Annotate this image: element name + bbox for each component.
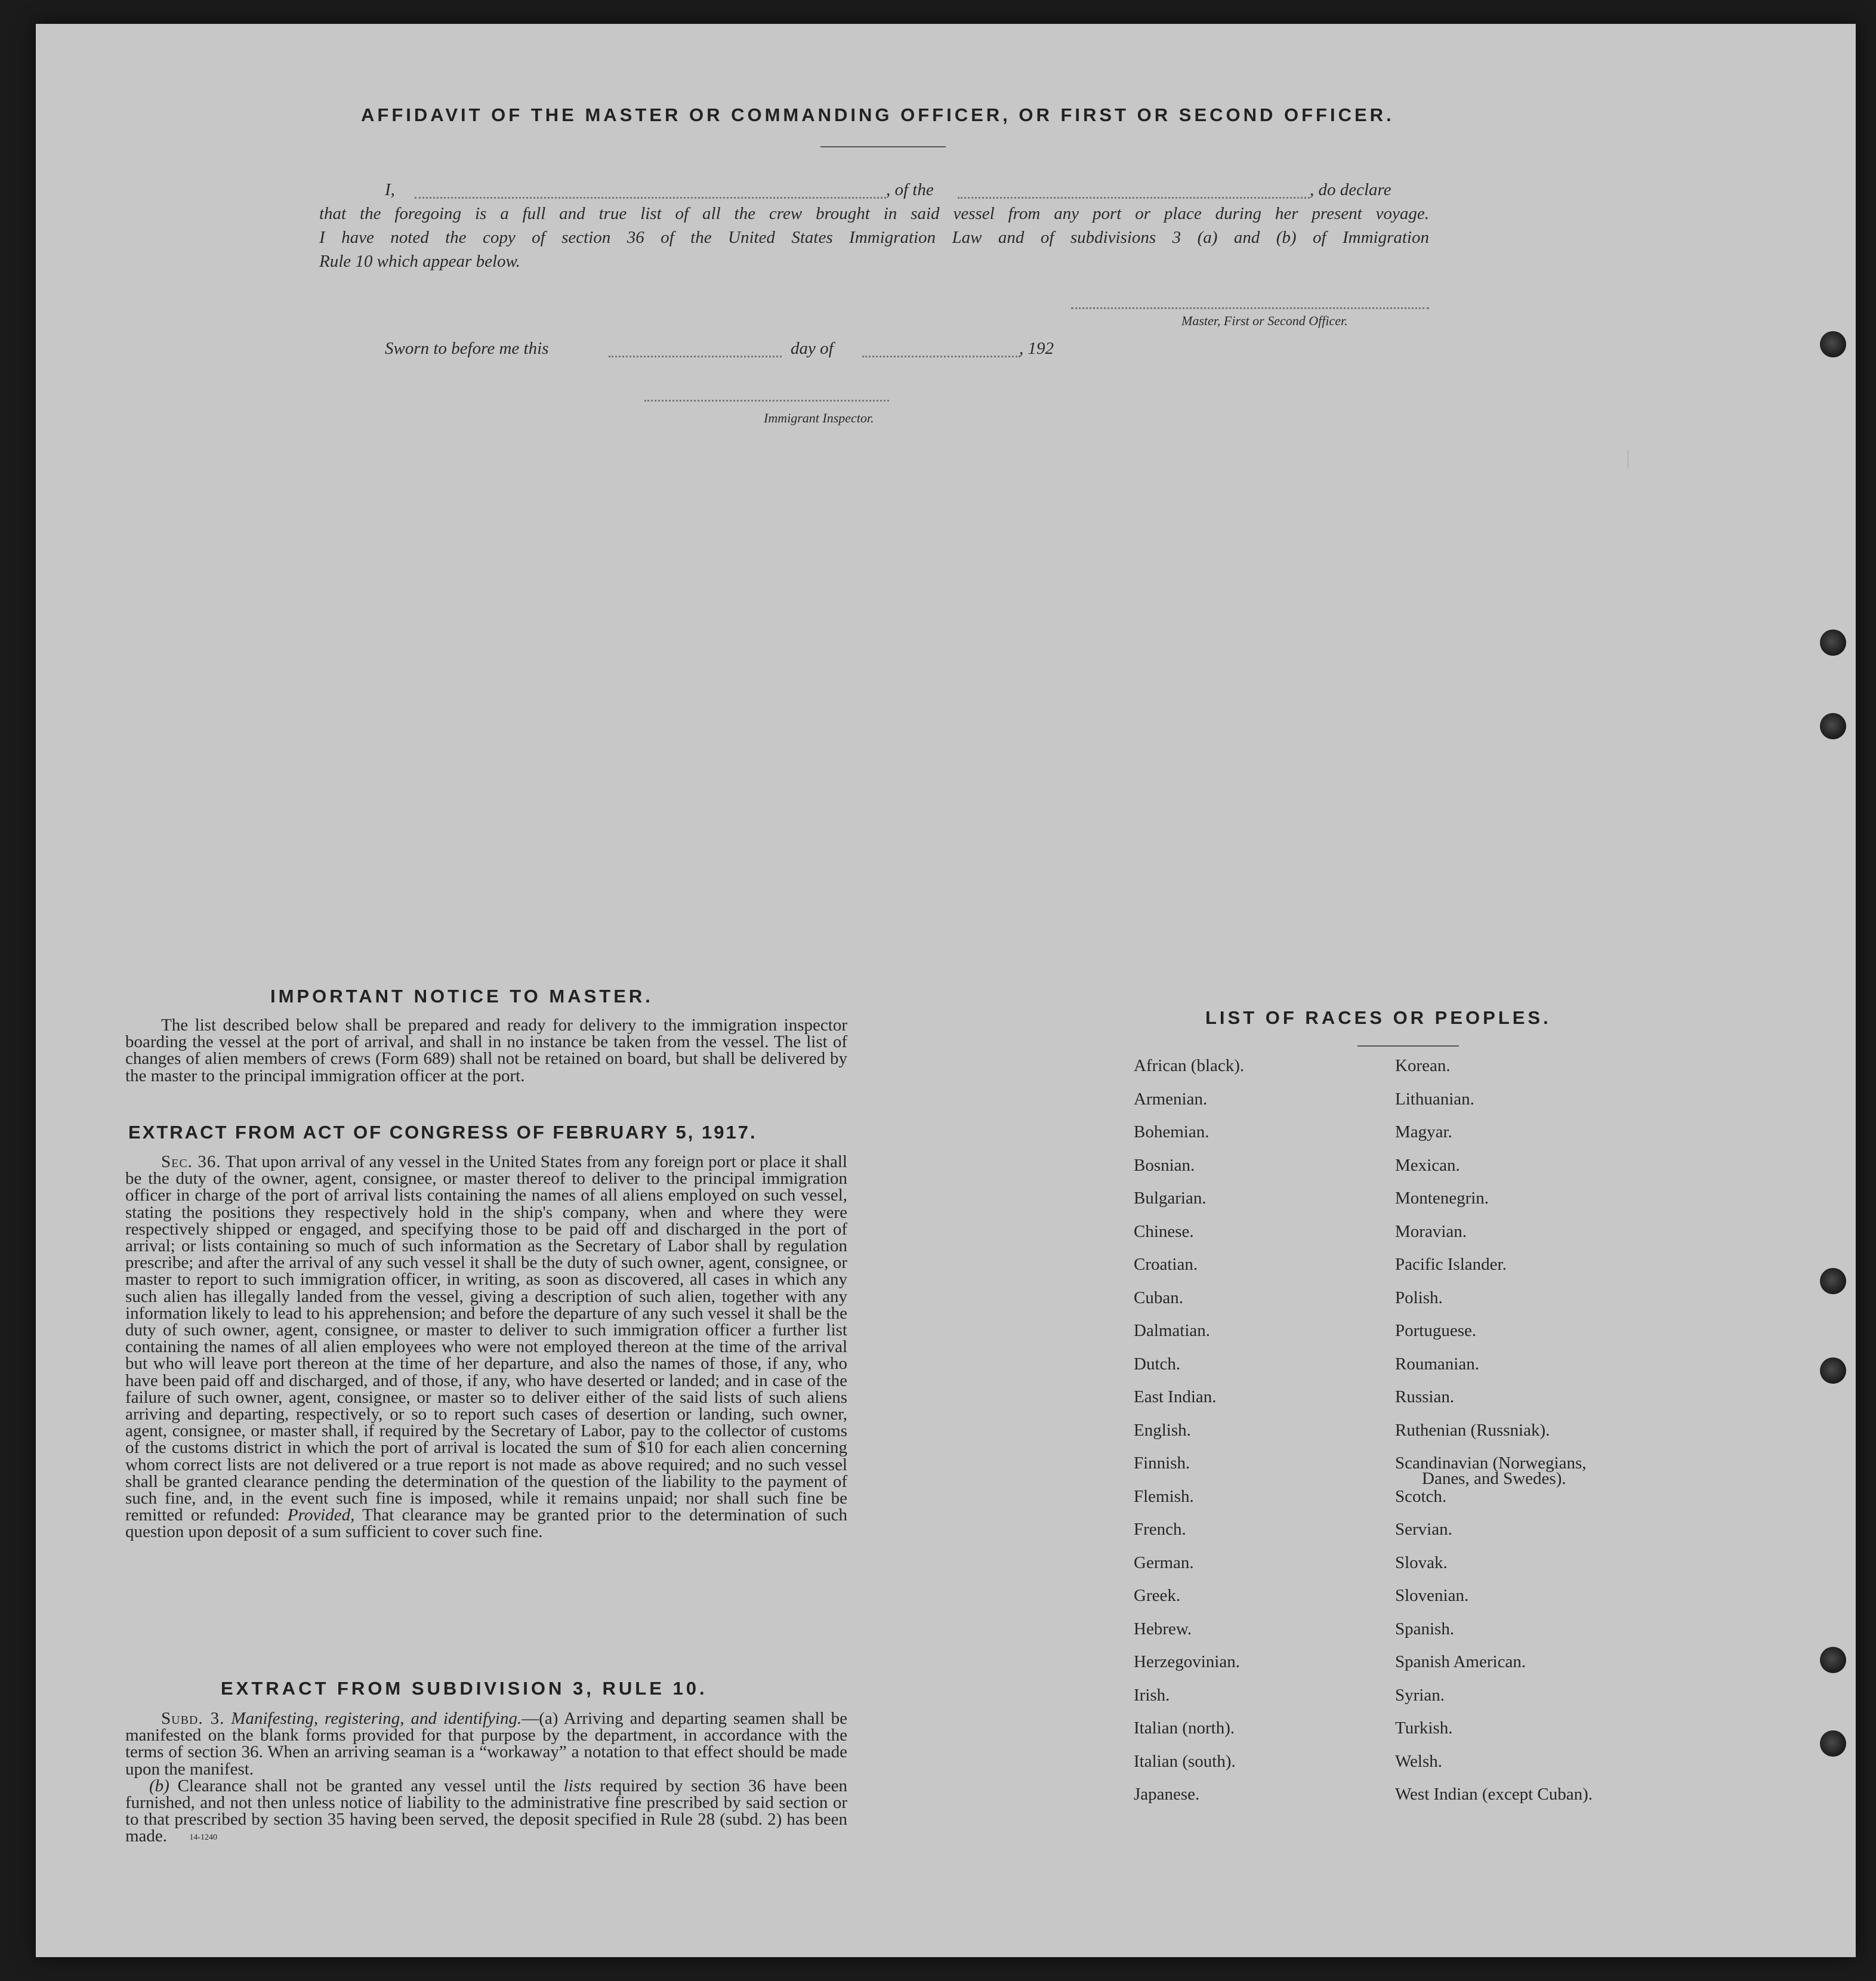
- race-item: Chinese.: [1134, 1221, 1194, 1241]
- race-item: French.: [1134, 1520, 1186, 1539]
- affidavit-body-line-3: Rule 10 which appear below.: [319, 252, 520, 271]
- sworn-year: , 192: [1019, 339, 1054, 358]
- race-item: Italian (north).: [1134, 1718, 1235, 1738]
- race-item: Flemish.: [1134, 1486, 1194, 1506]
- affidavit-body-line-1: that the foregoing is a full and true list of all the crew brought in said vessel from any port or place during her present voyage.: [319, 204, 1429, 223]
- race-item: Dutch.: [1134, 1354, 1181, 1374]
- rule-subd-a-text: —(a) Arriving and departing seamen shall be manifested on the blank forms provided for that purpose by the department, in accordance with the terms of section 36. When an arriving seaman is a “workaway” a notation to that effect should be made upon the manifest.: [125, 1709, 847, 1779]
- act-section-body: That upon arrival of any vessel in the United States from any foreign port or place it shall be the duty of the owner, agent, consignee, or master thereof to deliver to the principal immigration officer in charge of the port of arrival lists containing the names of all aliens employed on such vessel, stating the positions they respectively hold in the ship's company, when and where they were respectively shipped or engaged, and specifying those to be paid off and discharged in the port of arrival; or lists containing so much of such information as the Secretary of Labor shall by regulation prescribe; and after the arrival of any such vessel it shall be the duty of such owner, agent, consignee, or master to report to such immigration officer, in writing, as soon as discovered, all cases in which any such alien has illegally landed from the vessel, giving a description of such alien, together with any information likely to lead to his apprehension; and before the departure of any such vessel it shall be the duty of such owner, agent, consignee, or master to deliver to such immigration officer a further list containing the names of all alien employees who were not employed thereon at the time of the arrival but who will leave port thereon at the time of her departure, and also the names of those, if any, who have been paid off and discharged, and of those, if any, who have deserted or landed; and in case of the failure of such owner, agent, consignee, or master so to deliver either of the said lists of such aliens arriving and departing, respectively, or so to report such cases of desertion or landing, such owner, agent, consignee, or master shall, if required by the Secretary of Labor, pay to the collector of customs of the customs district in which the port of arrival is located the sum of $10 for each alien concerning whom correct lists are not delivered or a true report is not made as above required; and no such vessel shall be granted clearance pending the determination of the question of the liability to the payment of such fine, and, in the event such fine is imposed, while it remains unpaid; nor shall such fine be remitted or refunded:: [125, 1152, 847, 1525]
- race-item: Scandinavian (Norwegians,: [1395, 1454, 1587, 1473]
- rule-b-text-1: Clearance shall not be granted any vessel until the: [177, 1776, 556, 1795]
- rule-b-text-2: required by section 36 have been furnished, and not then unless notice of liability to the administrative fine prescribed by said section or to that prescribed by section 35 having been served, the deposit specified in Rule 28 (subd. 2) has been made.: [125, 1776, 847, 1846]
- race-item: Polish.: [1395, 1288, 1443, 1307]
- affidavit-line-of-the: , of the: [886, 180, 934, 199]
- rule-subd-heading: Manifesting, registering, and identifying.: [231, 1709, 522, 1728]
- act-provided-label: Provided,: [287, 1505, 355, 1525]
- punch-hole: [1820, 331, 1846, 357]
- affidavit-title: AFFIDAVIT OF THE MASTER OR COMMANDING OFFICER, OR FIRST OR SECOND OFFICER.: [361, 104, 1394, 125]
- race-item: Korean.: [1395, 1056, 1451, 1075]
- notice-text-body: The list described below shall be prepared and ready for delivery to the immigration inspector boarding the vessel at the port of arrival, and shall in no instance be taken from the vessel. The list of changes of alien members of crews (Form 689) shall not be retained on board, but shall be delivered by the master to the principal immigration officer at the port.: [125, 1016, 847, 1085]
- race-item: Ruthenian (Russniak).: [1395, 1420, 1550, 1440]
- race-item: Danes, and Swedes).: [1422, 1469, 1566, 1488]
- race-item: East Indian.: [1134, 1387, 1217, 1406]
- race-item: Cuban.: [1134, 1288, 1183, 1307]
- form-page: [36, 24, 1856, 1957]
- race-item: Herzegovinian.: [1134, 1652, 1240, 1671]
- master-signature-caption: Master, First or Second Officer.: [1181, 313, 1348, 328]
- notice-title: IMPORTANT NOTICE TO MASTER.: [270, 986, 653, 1007]
- race-item: Portuguese.: [1395, 1321, 1477, 1340]
- act-section-label: Sec. 36.: [161, 1152, 221, 1171]
- race-item: Moravian.: [1395, 1221, 1467, 1241]
- race-item: Montenegrin.: [1395, 1189, 1489, 1208]
- race-item: Slovak.: [1395, 1553, 1448, 1572]
- race-item: Turkish.: [1395, 1718, 1453, 1738]
- race-item: Lithuanian.: [1395, 1089, 1474, 1109]
- race-item: Greek.: [1134, 1586, 1181, 1605]
- race-item: German.: [1134, 1553, 1194, 1572]
- race-item: Croatian.: [1134, 1255, 1198, 1274]
- race-item: Hebrew.: [1134, 1619, 1192, 1639]
- race-item: Welsh.: [1395, 1751, 1443, 1771]
- affidavit-line-i: I,: [385, 180, 395, 199]
- race-item: Syrian.: [1395, 1685, 1445, 1705]
- affidavit-body-line-2: I have noted the copy of section 36 of the United States Immigration Law and of subdivisions 3 (a) and (b) of Immigration: [319, 228, 1429, 247]
- vessel-blank[interactable]: [958, 197, 1310, 199]
- notice-text: [125, 1017, 847, 1084]
- form-number: 14-1240: [189, 1832, 217, 1842]
- race-item: Scotch.: [1395, 1486, 1447, 1506]
- sworn-day-of: day of: [791, 339, 834, 358]
- race-item: Bosnian.: [1134, 1155, 1195, 1175]
- sworn-month-blank[interactable]: [862, 356, 1020, 357]
- race-item: Magyar.: [1395, 1122, 1452, 1141]
- race-item: Finnish.: [1134, 1454, 1190, 1473]
- rule-extract-text: [125, 1710, 847, 1846]
- punch-hole: [1820, 1647, 1846, 1673]
- race-item: Pacific Islander.: [1395, 1255, 1507, 1274]
- rule-extract-title: EXTRACT FROM SUBDIVISION 3, RULE 10.: [221, 1678, 708, 1699]
- races-title: LIST OF RACES OR PEOPLES.: [1205, 1007, 1551, 1028]
- races-title-rule: [1357, 1045, 1459, 1047]
- race-item: African (black).: [1134, 1056, 1245, 1075]
- punch-hole: [1820, 1268, 1846, 1294]
- act-provided-body: That clearance may be granted prior to the determination of such question upon deposit of a sum sufficient to cover such fine.: [125, 1505, 848, 1542]
- race-item: Bulgarian.: [1134, 1189, 1207, 1208]
- punch-hole: [1820, 1357, 1846, 1384]
- race-item: Mexican.: [1395, 1155, 1460, 1175]
- rule-b-lists: lists: [563, 1776, 592, 1795]
- rule-b-label: (b): [149, 1776, 169, 1795]
- punch-hole: [1820, 713, 1846, 739]
- rule-subd-label: Subd. 3.: [161, 1709, 225, 1728]
- master-signature-line[interactable]: [1071, 307, 1429, 309]
- race-item: Dalmatian.: [1134, 1321, 1211, 1340]
- sworn-text: Sworn to before me this: [385, 339, 549, 358]
- race-item: English.: [1134, 1420, 1191, 1440]
- race-item: Spanish.: [1395, 1619, 1455, 1639]
- race-item: West Indian (except Cuban).: [1395, 1785, 1593, 1804]
- name-blank[interactable]: [415, 197, 886, 199]
- race-item: Slovenian.: [1395, 1586, 1469, 1605]
- affidavit-line-do-declare: , do declare: [1310, 180, 1391, 199]
- race-item: Spanish American.: [1395, 1652, 1526, 1671]
- affidavit-title-rule: [820, 146, 946, 147]
- race-item: Bohemian.: [1134, 1122, 1209, 1141]
- act-extract-title: EXTRACT FROM ACT OF CONGRESS OF FEBRUARY 5, 1917.: [128, 1122, 757, 1143]
- punch-hole: [1820, 1730, 1846, 1757]
- race-item: Italian (south).: [1134, 1751, 1236, 1771]
- punch-hole: [1820, 630, 1846, 656]
- bleed-through-text: │: [1623, 450, 1633, 469]
- race-item: Russian.: [1395, 1387, 1455, 1406]
- act-extract-text: [125, 1153, 847, 1541]
- race-item: Servian.: [1395, 1520, 1452, 1539]
- race-item: Roumanian.: [1395, 1354, 1479, 1374]
- inspector-signature-line[interactable]: [644, 400, 889, 402]
- inspector-caption: Immigrant Inspector.: [764, 411, 874, 425]
- sworn-day-blank[interactable]: [609, 356, 782, 357]
- race-item: Japanese.: [1134, 1785, 1200, 1804]
- race-item: Irish.: [1134, 1685, 1170, 1705]
- race-item: Armenian.: [1134, 1089, 1208, 1109]
